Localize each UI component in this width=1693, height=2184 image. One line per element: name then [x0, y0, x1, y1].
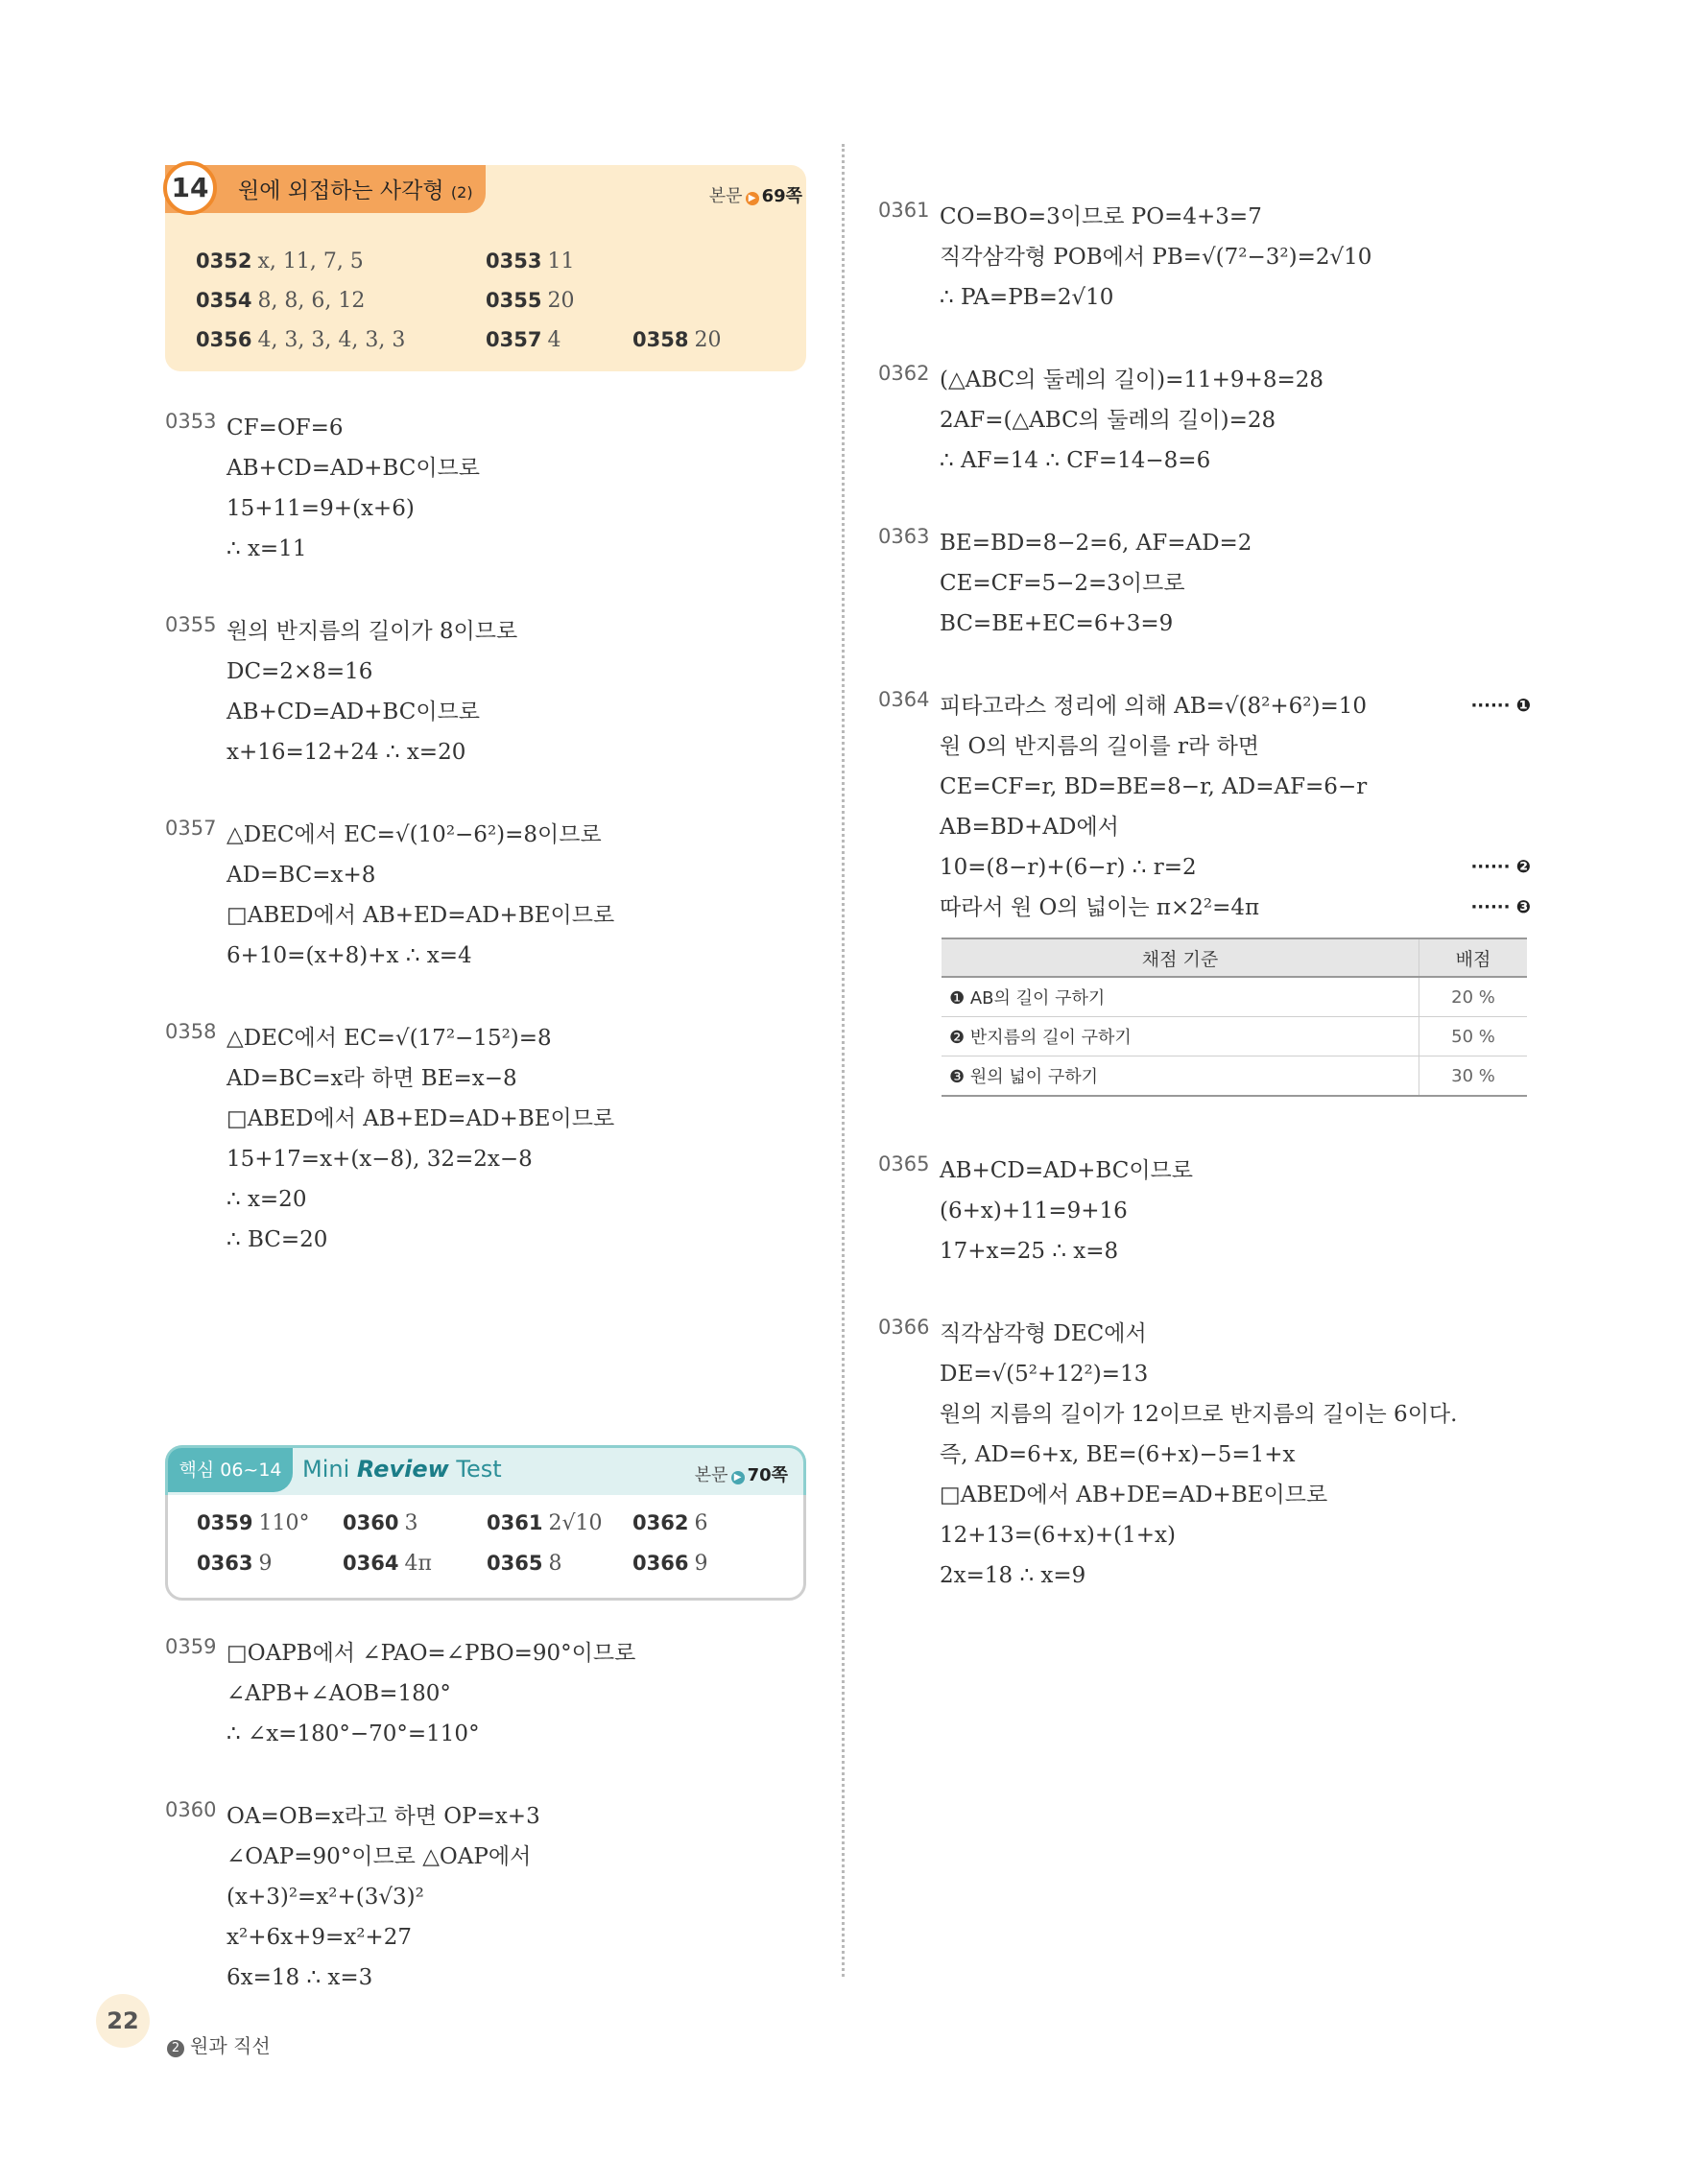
grading-table: [942, 938, 1527, 1097]
solution-line: 10=(8−r)+(6−r) ∴ r=2: [940, 855, 1197, 880]
solution-line: BE=BD=8−2=6, AF=AD=2: [940, 531, 1252, 556]
section-page-ref: [709, 182, 802, 207]
solution-line: 15+17=x+(x−8), 32=2x−8: [227, 1147, 533, 1172]
solution-0366: [878, 1314, 1531, 1596]
solution-line: 원 O의 반지름의 길이를 r라 하면: [940, 734, 1260, 759]
solution-line: x+16=12+24 ∴ x=20: [227, 740, 466, 765]
answer-number: 0366: [632, 1552, 689, 1575]
answer-number: 0356: [196, 328, 252, 351]
problem-number: 0357: [165, 817, 217, 840]
grading-header-criteria: 채점 기준: [942, 938, 1419, 977]
solution-line: AB+CD=AD+BC이므로: [940, 1158, 1193, 1183]
solution-line: CE=CF=5−2=3이므로: [940, 571, 1185, 596]
solution-0365: [878, 1151, 1531, 1271]
answer-number: 0352: [196, 249, 252, 273]
answer-value: 4π: [404, 1552, 432, 1576]
answer-value: 6: [694, 1511, 708, 1535]
mini-review-header: [165, 1445, 806, 1495]
solution-line: DC=2×8=16: [227, 659, 373, 684]
solution-line: CE=CF=r, BD=BE=8−r, AD=AF=6−r: [940, 774, 1368, 799]
answer-value: 9: [258, 1552, 273, 1576]
answer-value: 11: [547, 249, 575, 273]
problem-number: 0360: [165, 1798, 217, 1821]
solution-0362: [878, 360, 1531, 481]
solution-line: (x+3)²=x²+(3√3)²: [227, 1885, 424, 1910]
section-title: [238, 173, 473, 204]
solution-line: ∴ x=11: [227, 536, 307, 561]
arrow-right-icon: ▶: [731, 1471, 745, 1484]
solution-line: 17+x=25 ∴ x=8: [940, 1239, 1119, 1264]
solution-line: AB+CD=AD+BC이므로: [227, 700, 480, 724]
answer-number: 0359: [197, 1511, 253, 1534]
review-tag: 핵심 06~14: [168, 1448, 293, 1492]
solution-line: 6x=18 ∴ x=3: [227, 1965, 373, 1990]
solution-line: 2AF=(△ABC의 둘레의 길이)=28: [940, 408, 1276, 433]
arrow-right-icon: ▶: [746, 192, 759, 205]
problem-number: 0364: [878, 688, 930, 711]
problem-number: 0361: [878, 199, 930, 222]
solution-line: 직각삼각형 POB에서 PB=√(7²−3²)=2√10: [940, 245, 1372, 270]
solution-line: (6+x)+11=9+16: [940, 1199, 1128, 1223]
solution-line: AB+CD=AD+BC이므로: [227, 456, 480, 481]
solution-line: □ABED에서 AB+ED=AD+BE이므로: [227, 1106, 615, 1131]
ref-page: 69쪽: [761, 186, 802, 206]
solution-line: △DEC에서 EC=√(17²−15²)=8: [227, 1026, 552, 1051]
ref-label: 본문: [694, 1465, 728, 1485]
solution-line: 원의 반지름의 길이가 8이므로: [227, 619, 518, 644]
answer-value: 4: [547, 328, 561, 352]
problem-number: 0355: [165, 613, 217, 636]
review-title-a: Mini: [302, 1456, 357, 1483]
mini-review-box: [165, 1445, 806, 1601]
chapter-number-badge: 2: [167, 2040, 184, 2057]
answer-item: [343, 1552, 432, 1576]
answer-item: [486, 249, 574, 273]
answer-value: 9: [694, 1552, 708, 1576]
solution-line: ∴ AF=14 ∴ CF=14−8=6: [940, 448, 1211, 473]
answer-number: 0355: [486, 289, 542, 312]
solution-line: ∠APB+∠AOB=180°: [227, 1681, 451, 1706]
solution-line: 15+11=9+(x+6): [227, 496, 415, 521]
answer-item: [343, 1511, 417, 1535]
answer-value: 4, 3, 3, 4, 3, 3: [257, 328, 406, 352]
answer-value: 2√10: [548, 1511, 603, 1535]
answer-value: 110°: [258, 1511, 310, 1535]
solution-line: (△ABC의 둘레의 길이)=11+9+8=28: [940, 368, 1323, 392]
solution-0363: [878, 523, 1531, 644]
problem-number: 0362: [878, 362, 930, 385]
answer-item: [486, 328, 560, 352]
answer-value: 20: [694, 328, 722, 352]
solution-0359: [165, 1633, 806, 1754]
answer-item: [197, 1511, 309, 1535]
answer-item: [487, 1511, 602, 1535]
solution-line: OA=OB=x라고 하면 OP=x+3: [227, 1804, 540, 1829]
solution-0355: [165, 611, 806, 772]
solution-line: 6+10=(x+8)+x ∴ x=4: [227, 943, 472, 968]
solution-line: ∴ PA=PB=2√10: [940, 285, 1114, 310]
solution-line: 직각삼각형 DEC에서: [940, 1321, 1147, 1346]
ref-page: 70쪽: [747, 1465, 788, 1485]
chapter-title: 원과 직선: [190, 2034, 271, 2057]
solution-0357: [165, 815, 806, 976]
answer-number: 0361: [487, 1511, 543, 1534]
answer-number: 0358: [632, 328, 689, 351]
left-column: [165, 165, 806, 1302]
solution-0360: [165, 1796, 806, 1998]
problem-number: 0359: [165, 1635, 217, 1658]
grading-row: [942, 977, 1527, 1017]
solution-line: 피타고라스 정리에 의해 AB=√(8²+6²)=10: [940, 694, 1368, 719]
problem-number: 0365: [878, 1152, 930, 1175]
page-number: 22: [96, 1994, 150, 2048]
solution-line: AB=BD+AD에서: [940, 815, 1119, 840]
review-title-b: Review: [356, 1456, 449, 1483]
solution-0358: [165, 1018, 806, 1260]
right-column: [878, 197, 1531, 1638]
step-marker-1: ······ ❶: [1470, 696, 1531, 716]
answer-number: 0353: [486, 249, 542, 273]
grading-score: 20 %: [1419, 977, 1528, 1017]
answer-item: [632, 1552, 707, 1576]
answer-value: 20: [547, 289, 575, 313]
section-number: 14: [163, 161, 217, 215]
grading-row: [942, 1056, 1527, 1097]
review-title-c: Test: [448, 1456, 502, 1483]
section-title-text: 원에 외접하는 사각형: [238, 178, 444, 203]
answer-item: [197, 1552, 272, 1576]
answer-value: 8: [548, 1552, 562, 1576]
solution-0364: [878, 686, 1531, 1108]
answer-item: [487, 1552, 561, 1576]
problem-number: 0363: [878, 525, 930, 548]
section-answer-box: [165, 165, 806, 371]
solution-line: □ABED에서 AB+ED=AD+BE이므로: [227, 903, 615, 928]
solution-0361: [878, 197, 1531, 318]
solution-line: 12+13=(6+x)+(1+x): [940, 1523, 1176, 1548]
solution-line: □OAPB에서 ∠PAO=∠PBO=90°이므로: [227, 1641, 636, 1666]
answer-number: 0363: [197, 1552, 253, 1575]
solution-line: CO=BO=3이므로 PO=4+3=7: [940, 204, 1262, 229]
answer-item: [196, 289, 365, 313]
solution-line: CF=OF=6: [227, 415, 344, 440]
solution-line: □ABED에서 AB+DE=AD+BE이므로: [940, 1483, 1328, 1507]
grading-score: 30 %: [1419, 1056, 1528, 1097]
solution-line: 따라서 원 O의 넓이는 π×2²=4π: [940, 895, 1260, 920]
solution-line: 2x=18 ∴ x=9: [940, 1563, 1086, 1588]
problem-number: 0353: [165, 410, 217, 433]
answer-item: [632, 328, 721, 352]
solution-line: ∴ BC=20: [227, 1227, 328, 1252]
solution-line: x²+6x+9=x²+27: [227, 1925, 412, 1950]
answer-number: 0360: [343, 1511, 399, 1534]
answer-item: [196, 249, 364, 273]
solution-line: AD=BC=x+8: [227, 863, 376, 888]
solution-line: BC=BE+EC=6+3=9: [940, 611, 1174, 636]
solution-line: AD=BC=x라 하면 BE=x−8: [227, 1066, 517, 1091]
solution-line: 원의 지름의 길이가 12이므로 반지름의 길이는 6이다.: [940, 1402, 1458, 1427]
step-marker-3: ······ ❸: [1470, 897, 1531, 917]
section-title-suffix: (2): [450, 183, 473, 202]
solution-line: ∴ ∠x=180°−70°=110°: [227, 1721, 480, 1746]
answer-value: 3: [404, 1511, 418, 1535]
answer-number: 0354: [196, 289, 252, 312]
chapter-label: [167, 2030, 271, 2058]
grading-criterion: ❷ 반지름의 길이 구하기: [942, 1017, 1419, 1056]
step-marker-2: ······ ❷: [1470, 857, 1531, 877]
grading-score: 50 %: [1419, 1017, 1528, 1056]
bottom-left-column: [165, 1633, 806, 2040]
solution-line: ∴ x=20: [227, 1187, 307, 1212]
answer-number: 0362: [632, 1511, 689, 1534]
review-title: [302, 1456, 502, 1483]
answer-value: x, 11, 7, 5: [257, 249, 364, 273]
solution-line: △DEC에서 EC=√(10²−6²)=8이므로: [227, 822, 602, 847]
problem-number: 0366: [878, 1316, 930, 1339]
answer-item: [196, 328, 405, 352]
ref-label: 본문: [708, 186, 743, 206]
answer-value: 8, 8, 6, 12: [257, 289, 366, 313]
column-divider: [842, 144, 845, 1977]
answer-item: [632, 1511, 707, 1535]
problem-number: 0358: [165, 1020, 217, 1043]
solution-line: DE=√(5²+12²)=13: [940, 1362, 1149, 1387]
solution-line: 즉, AD=6+x, BE=(6+x)−5=1+x: [940, 1442, 1296, 1467]
grading-criterion: ❸ 원의 넓이 구하기: [942, 1056, 1419, 1097]
solution-line: ∠OAP=90°이므로 △OAP에서: [227, 1844, 532, 1869]
answer-item: [486, 289, 574, 313]
answer-number: 0364: [343, 1552, 399, 1575]
grading-header-row: [942, 938, 1527, 977]
grading-criterion: ❶ AB의 길이 구하기: [942, 977, 1419, 1017]
solution-0353: [165, 408, 806, 569]
grading-header-score: 배점: [1419, 938, 1528, 977]
answer-number: 0357: [486, 328, 542, 351]
grading-row: [942, 1017, 1527, 1056]
review-page-ref: [695, 1461, 788, 1486]
answer-number: 0365: [487, 1552, 543, 1575]
